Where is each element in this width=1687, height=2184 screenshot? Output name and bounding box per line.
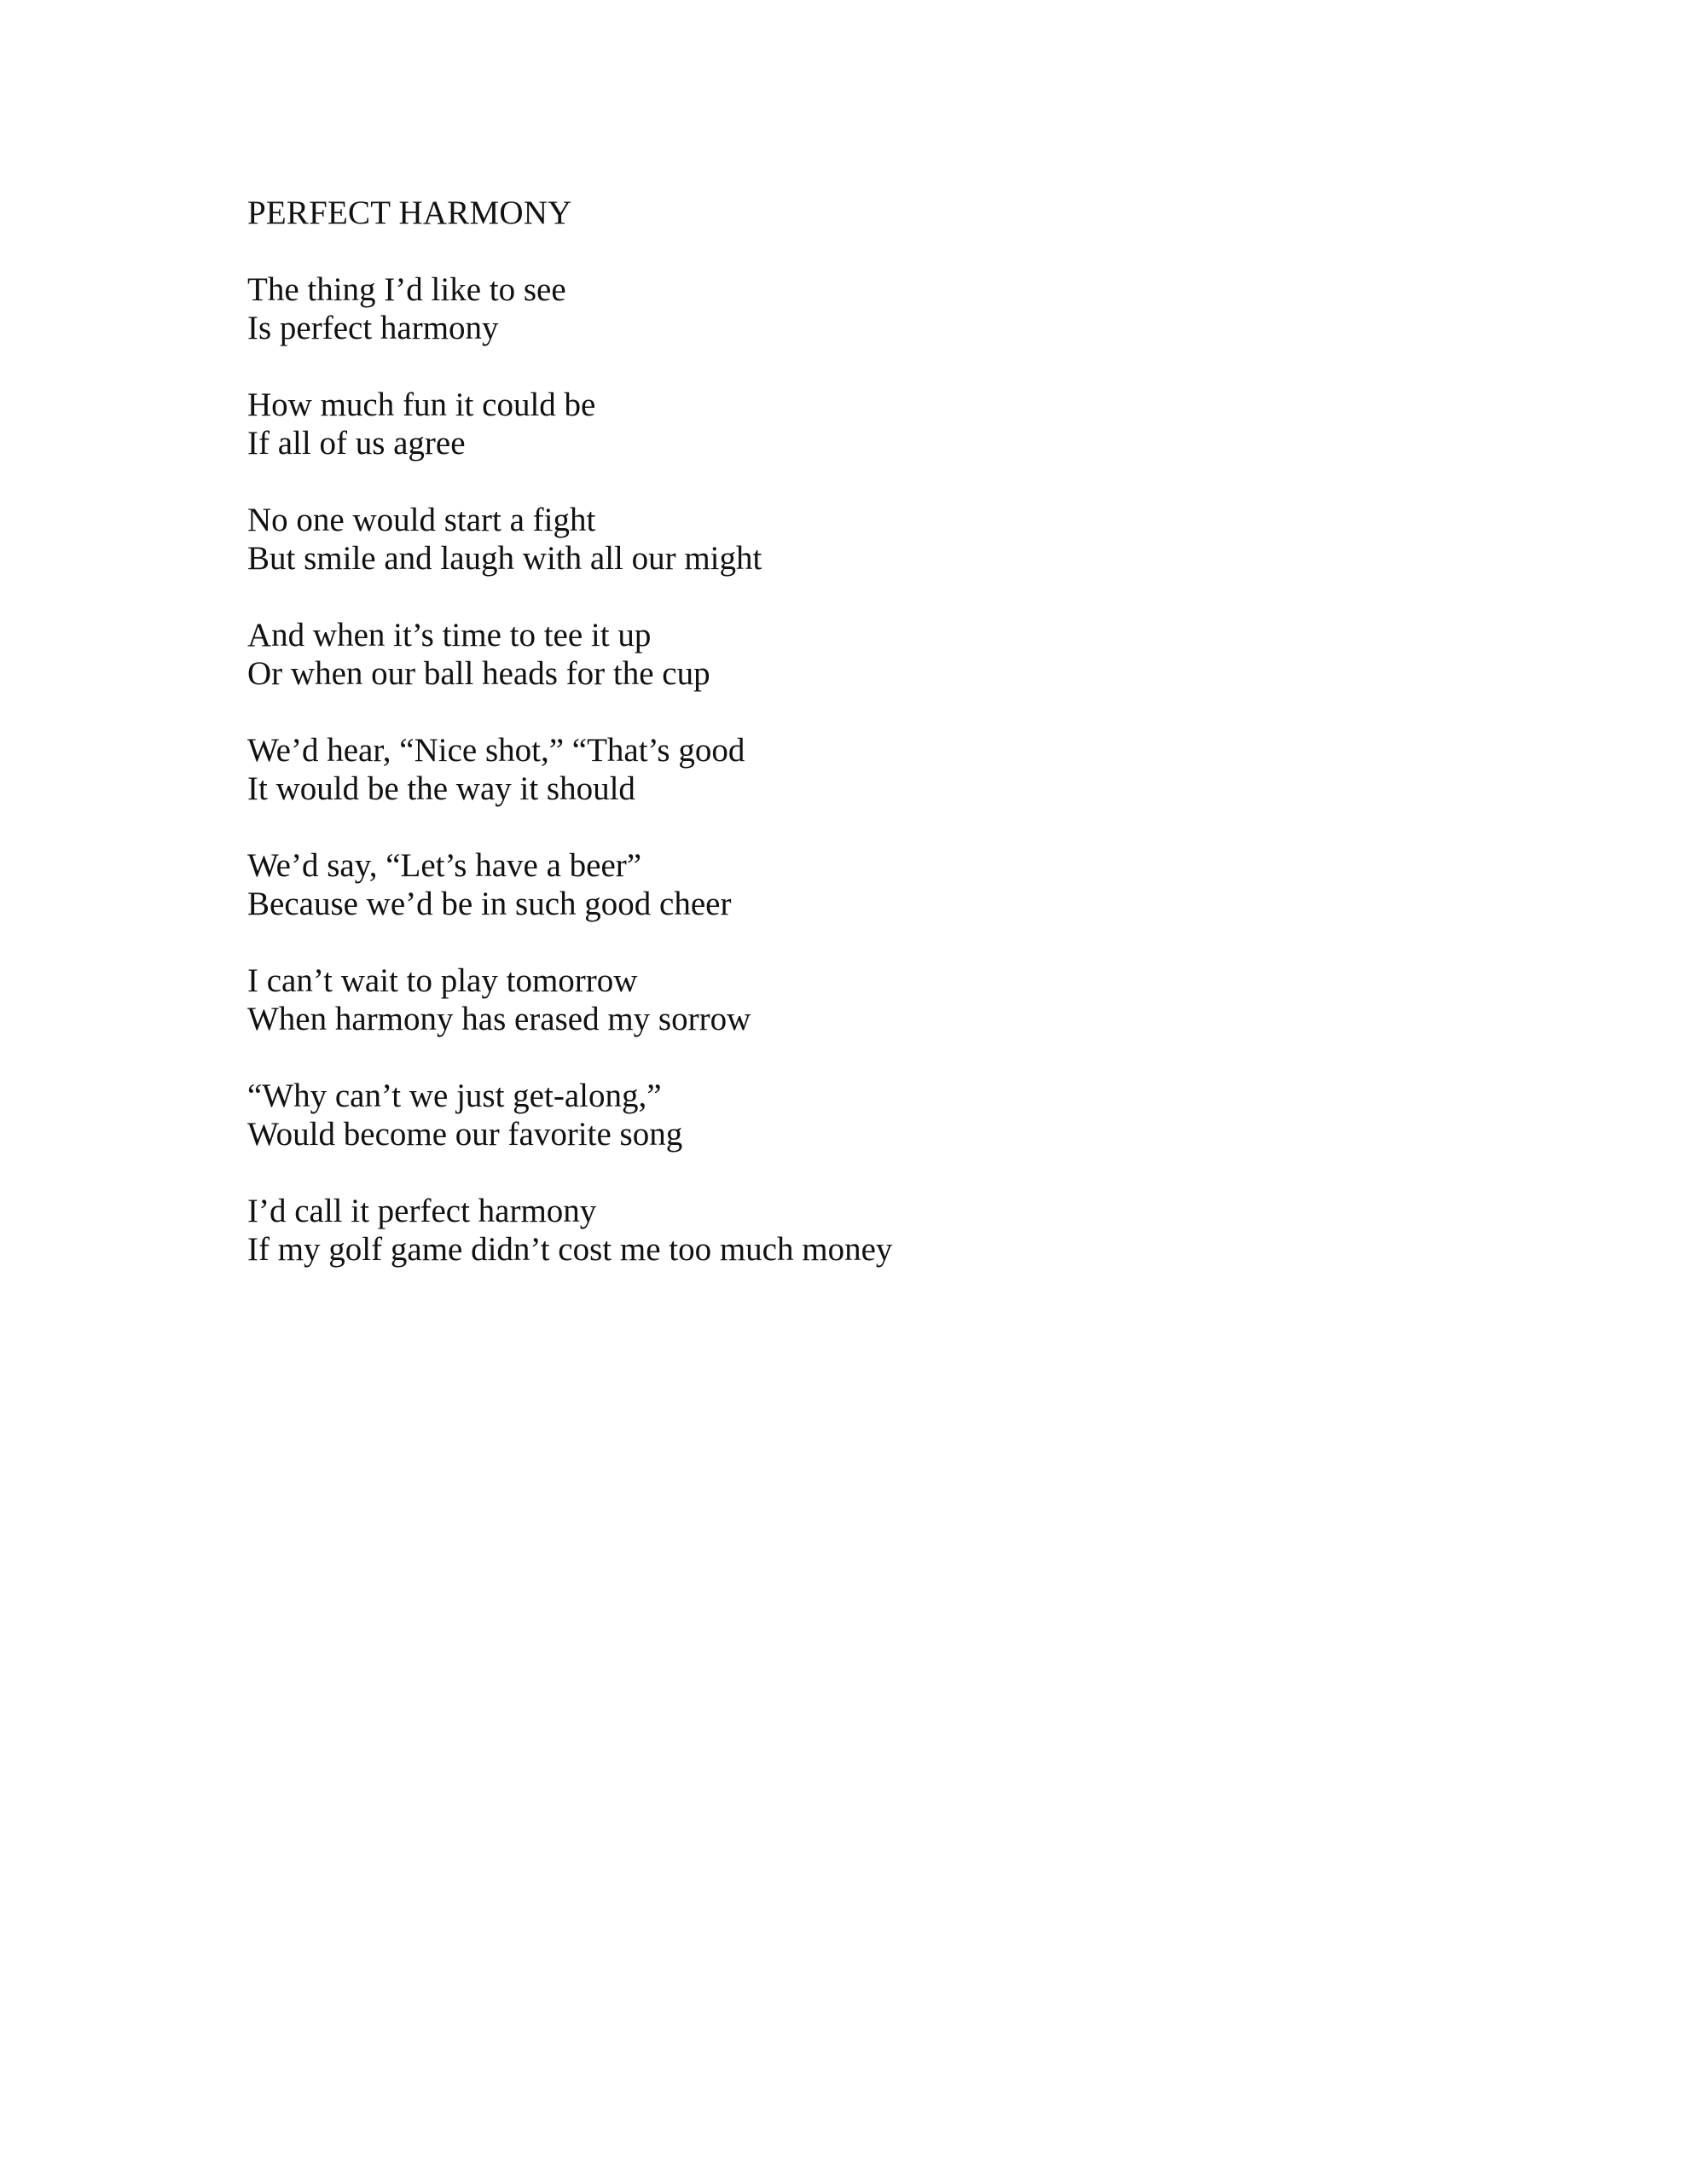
stanza (247, 1192, 1441, 1269)
poem-line: But smile and laugh with all our might (247, 540, 762, 577)
stanza (247, 846, 1441, 923)
stanza (247, 961, 1441, 1038)
poem-line: We’d say, “Let’s have a beer” (247, 847, 642, 884)
stanza (247, 1077, 1441, 1153)
poem-line: The thing I’d like to see (247, 271, 566, 308)
poem-line: It would be the way it should (247, 770, 635, 807)
stanza (247, 731, 1441, 808)
poem (247, 195, 1441, 1307)
poem-line: Is perfect harmony (247, 310, 499, 346)
poem-line: No one would start a fight (247, 502, 596, 538)
poem-title: PERFECT HARMONY (247, 195, 572, 231)
stanza (247, 616, 1441, 693)
poem-line: How much fun it could be (247, 386, 596, 423)
poem-line: Would become our favorite song (247, 1116, 683, 1153)
poem-line: When harmony has erased my sorrow (247, 1001, 751, 1037)
stanza (247, 270, 1441, 347)
poem-line: And when it’s time to tee it up (247, 617, 652, 653)
stanza (247, 501, 1441, 578)
poem-line: I’d call it perfect harmony (247, 1193, 597, 1229)
stanza (247, 386, 1441, 462)
poem-line: If all of us agree (247, 425, 466, 462)
poem-line: “Why can’t we just get-along,” (247, 1077, 662, 1114)
poem-line: We’d hear, “Nice shot,” “That’s good (247, 732, 745, 769)
poem-line: If my golf game didn’t cost me too much money (247, 1231, 893, 1268)
poem-line: Or when our ball heads for the cup (247, 655, 710, 692)
poem-line: I can’t wait to play tomorrow (247, 962, 638, 999)
poem-line: Because we’d be in such good cheer (247, 886, 732, 922)
